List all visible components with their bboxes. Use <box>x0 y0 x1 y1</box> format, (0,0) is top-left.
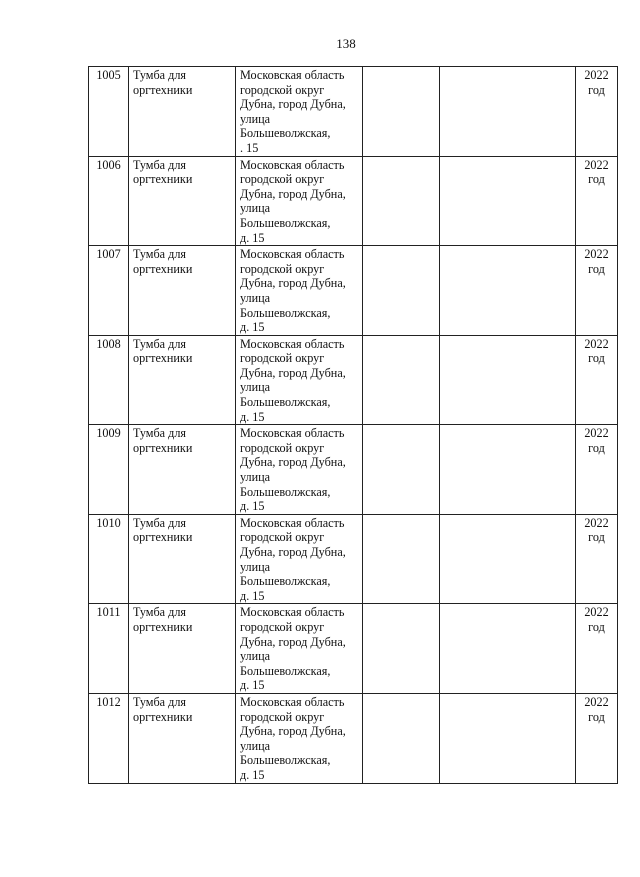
table-row <box>89 604 618 694</box>
year-cell: 2022 год <box>576 156 618 246</box>
item-name-cell: Тумба для оргтехники <box>129 246 236 336</box>
empty-cell <box>440 514 576 604</box>
address-cell: Московская область городской округ Дубна, город Дубна, улица Большеволжская, д. 15 <box>236 246 363 336</box>
year-cell: 2022 год <box>576 246 618 336</box>
empty-cell <box>363 514 440 604</box>
item-name-cell: Тумба для оргтехники <box>129 425 236 515</box>
empty-cell <box>363 246 440 336</box>
table-row <box>89 156 618 246</box>
year-cell: 2022 год <box>576 67 618 157</box>
item-name-cell: Тумба для оргтехники <box>129 693 236 783</box>
empty-cell <box>363 156 440 246</box>
table-row <box>89 67 618 157</box>
item-name-cell: Тумба для оргтехники <box>129 67 236 157</box>
row-number-cell: 1008 <box>89 335 129 425</box>
empty-cell <box>440 335 576 425</box>
year-cell: 2022 год <box>576 425 618 515</box>
empty-cell <box>363 425 440 515</box>
empty-cell <box>363 67 440 157</box>
row-number-cell: 1009 <box>89 425 129 515</box>
empty-cell <box>363 604 440 694</box>
page-number: 138 <box>336 36 356 51</box>
address-cell: Московская область городской округ Дубна, город Дубна, улица Большеволжская, д. 15 <box>236 604 363 694</box>
address-cell: Московская область городской округ Дубна, город Дубна, улица Большеволжская, д. 15 <box>236 335 363 425</box>
table-row <box>89 693 618 783</box>
item-name-cell: Тумба для оргтехники <box>129 335 236 425</box>
address-cell: Московская область городской округ Дубна, город Дубна, улица Большеволжская, . 15 <box>236 67 363 157</box>
year-cell: 2022 год <box>576 514 618 604</box>
table-body <box>89 67 618 784</box>
row-number-cell: 1006 <box>89 156 129 246</box>
year-cell: 2022 год <box>576 604 618 694</box>
table-row <box>89 425 618 515</box>
empty-cell <box>363 693 440 783</box>
empty-cell <box>440 67 576 157</box>
address-cell: Московская область городской округ Дубна, город Дубна, улица Большеволжская, д. 15 <box>236 693 363 783</box>
row-number-cell: 1007 <box>89 246 129 336</box>
table-row <box>89 335 618 425</box>
year-cell: 2022 год <box>576 693 618 783</box>
address-cell: Московская область городской округ Дубна, город Дубна, улица Большеволжская, д. 15 <box>236 156 363 246</box>
empty-cell <box>363 335 440 425</box>
year-cell: 2022 год <box>576 335 618 425</box>
empty-cell <box>440 693 576 783</box>
empty-cell <box>440 425 576 515</box>
address-cell: Московская область городской округ Дубна, город Дубна, улица Большеволжская, д. 15 <box>236 514 363 604</box>
row-number-cell: 1011 <box>89 604 129 694</box>
row-number-cell: 1005 <box>89 67 129 157</box>
table-row <box>89 514 618 604</box>
item-name-cell: Тумба для оргтехники <box>129 604 236 694</box>
empty-cell <box>440 246 576 336</box>
asset-registry-table <box>88 66 618 784</box>
empty-cell <box>440 604 576 694</box>
item-name-cell: Тумба для оргтехники <box>129 514 236 604</box>
item-name-cell: Тумба для оргтехники <box>129 156 236 246</box>
row-number-cell: 1010 <box>89 514 129 604</box>
row-number-cell: 1012 <box>89 693 129 783</box>
address-cell: Московская область городской округ Дубна, город Дубна, улица Большеволжская, д. 15 <box>236 425 363 515</box>
table-row <box>89 246 618 336</box>
empty-cell <box>440 156 576 246</box>
